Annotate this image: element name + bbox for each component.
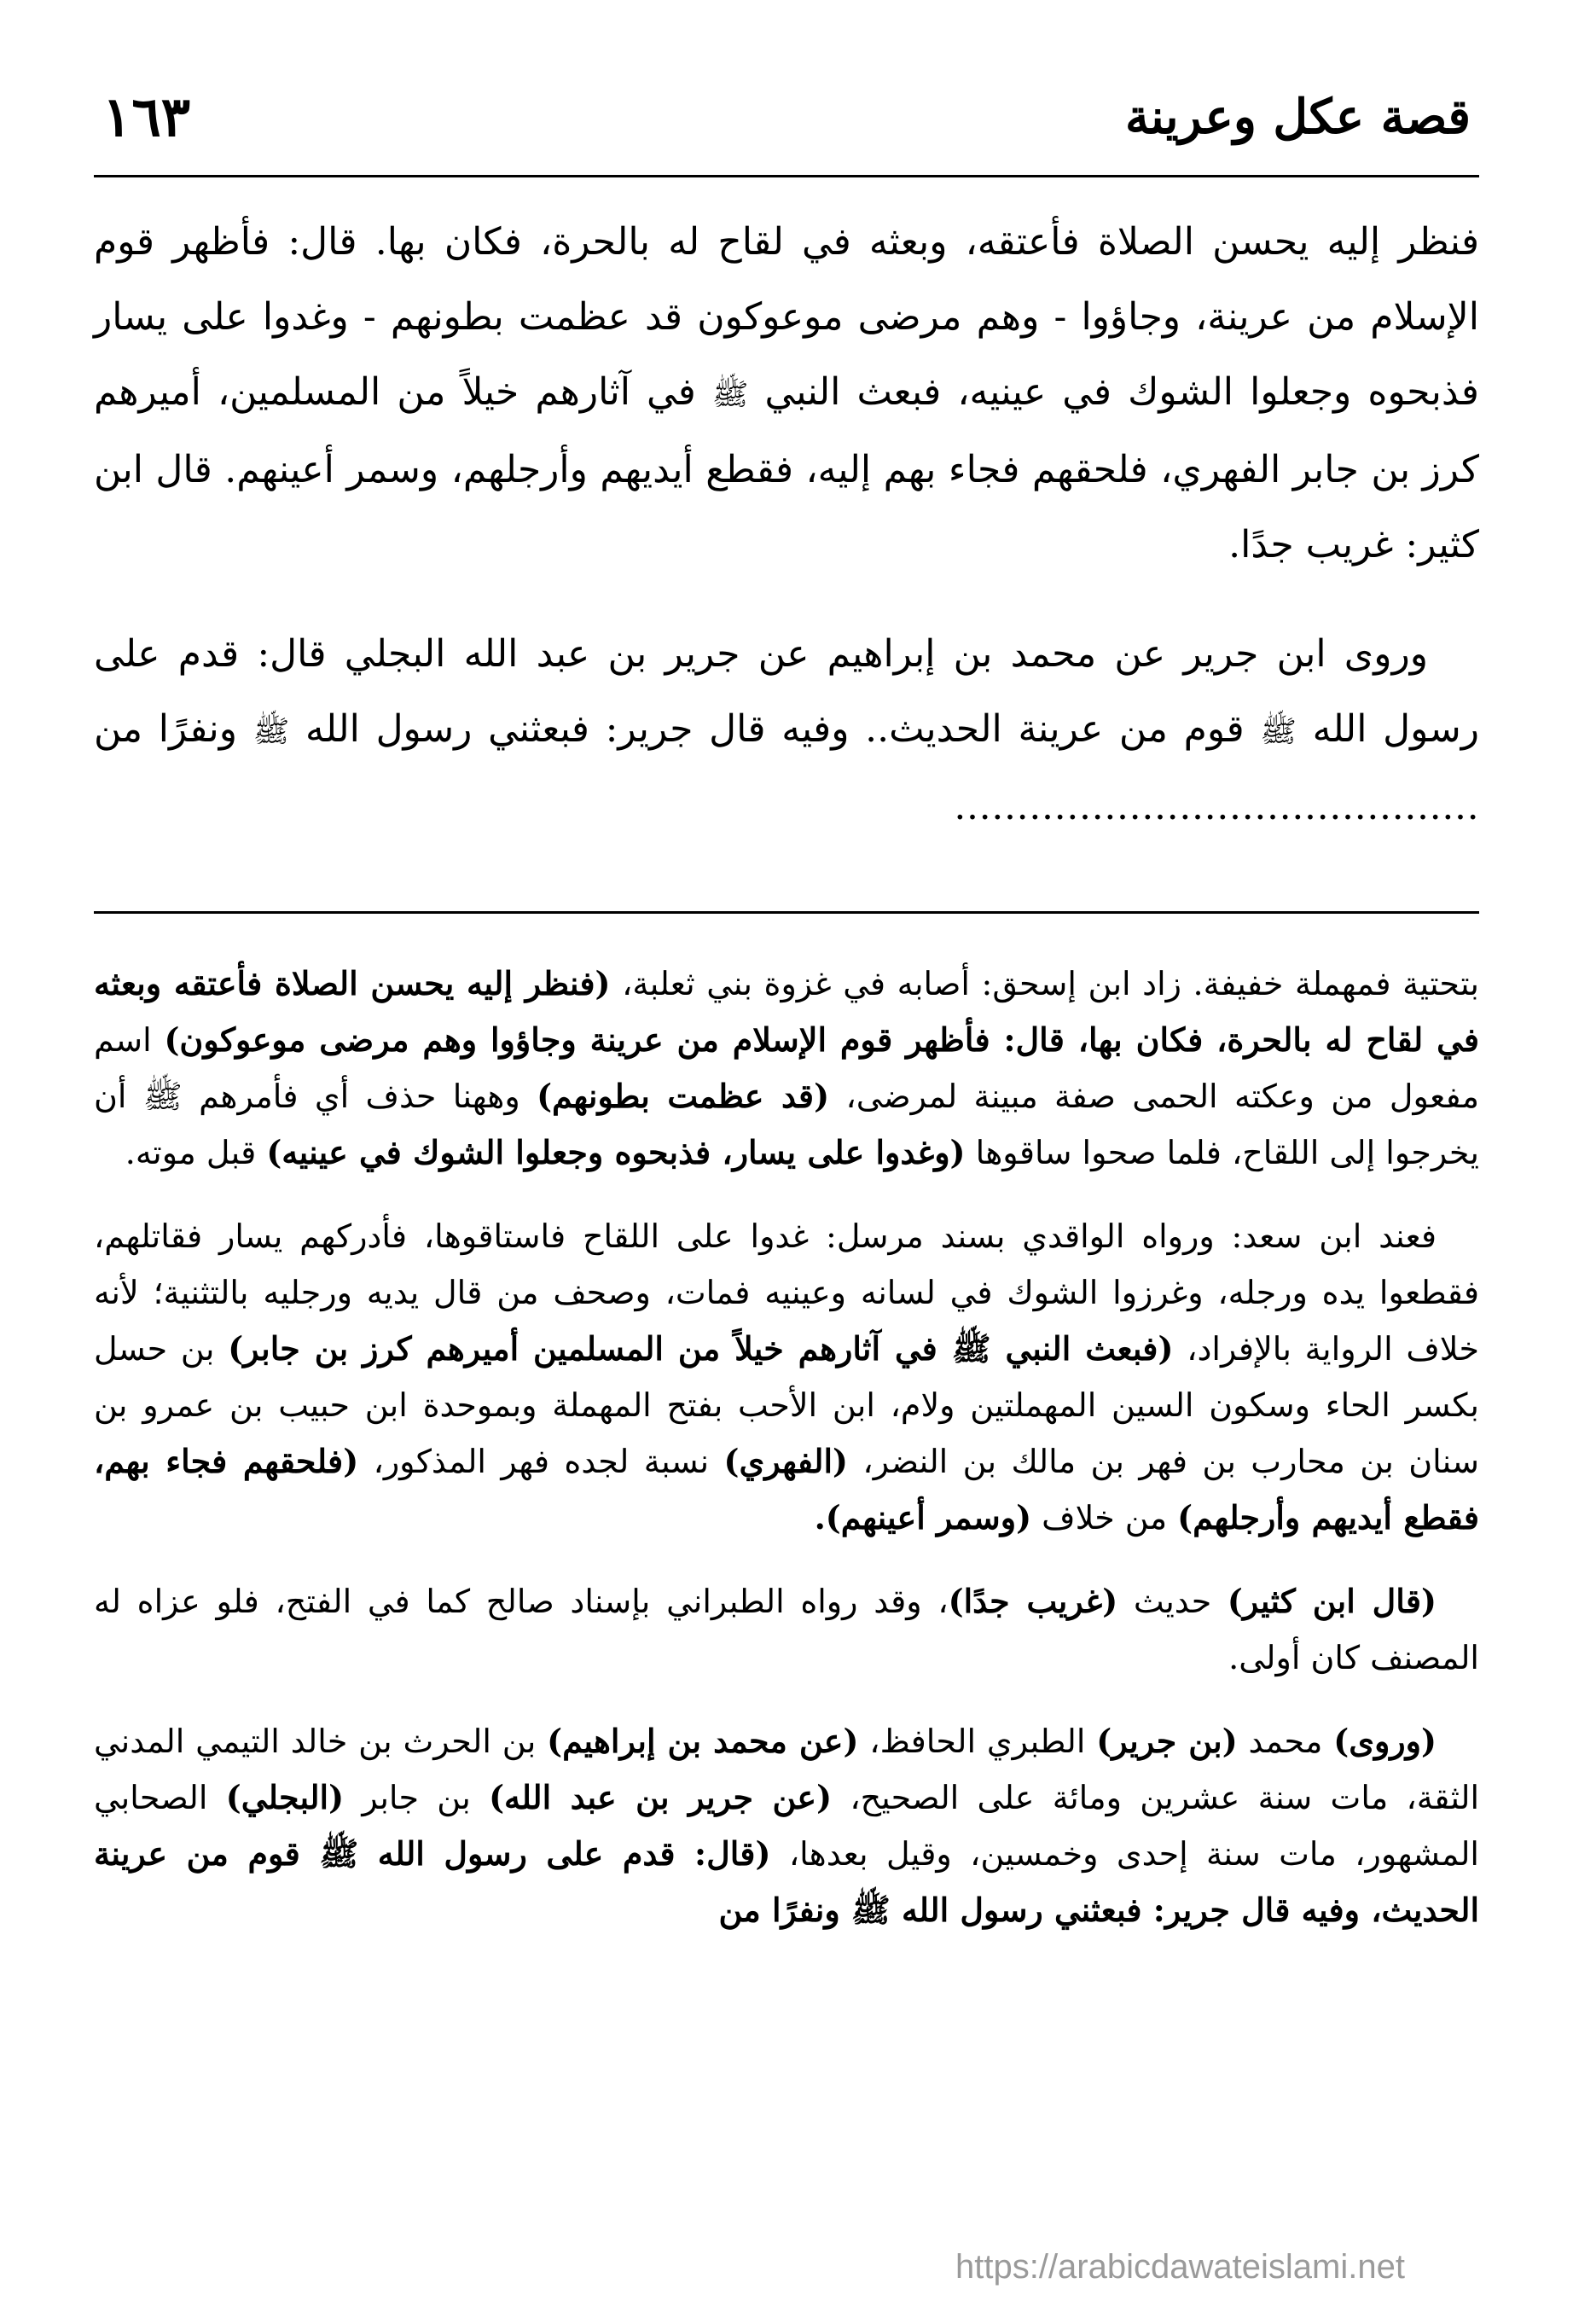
commentary-divider [94,911,1479,914]
main-text-span: في آثارهم خيلاً من المسلمين، أميرهم كرز بن جابر الفهري، فلحقهم فجاء بهم إليه، فقطع أيديهم وأرجلهم، وسمر أعينهم. قال ابن كثير: غريب جدًا. [94,370,1479,566]
quoted-text: (غريب جدًا) [948,1582,1118,1620]
quoted-text: (فنظر إليه يحسن الصلاة فأعتقه وبعثه في لقاح له بالحرة، فكان بها، قال: فأظهر قوم الإسلام من عرينة وجاؤوا وهم مرضى موعوكون) [94,964,1479,1059]
quoted-text: (البجلي) [225,1778,345,1816]
main-text [94,205,1479,845]
commentary-span: بتحتية فمهملة خفيفة. زاد ابن إسحق: أصابه في غزوة بني ثعلبة، [610,965,1479,1002]
continuation-dots: …………………………………… [954,785,1479,828]
salutation-glyph: ﷺ [711,377,749,412]
commentary-span: حديث [1117,1583,1228,1620]
running-title: قصة عكل وعرينة [1125,89,1471,145]
main-text-span: فنظر إليه يحسن الصلاة فأعتقه، وبعثه في لقاح له بالحرة، فكان بها. قال: فأظهر قوم الإسلام من عرينة، وجاؤوا - وهم مرضى موعوكون قد عظمت بطونهم - وغدوا على يسار فذبحوه وجعلوا الشوك في عينيه، فبعث النبي [94,220,1479,414]
commentary-span: نسبة لجده فهر المذكور، [358,1443,724,1480]
main-paragraph-1 [94,205,1479,583]
main-paragraph-2 [94,617,1479,845]
quoted-text: (الفهري) [723,1442,849,1480]
commentary-span: بن جابر [344,1779,490,1816]
commentary-span: فعند ابن سعد: ورواه الواقدي بسند مرسل: غدوا على اللقاح فاستاقوها، فأدركهم يسار فقاتلهم، فقطعوا يده ورجله، وغرزوا الشوك في لسانه وعينيه فمات، وصحف من قال يديه ورجليه بالتثنية؛ لأنه خلاف الرواية بالإفراد، [94,1217,1479,1368]
quoted-text: (وغدوا على يسار، فذبحوه وجعلوا الشوك في عينيه) [266,1133,966,1171]
commentary-span: بن حسل بكسر الحاء وسكون السين المهملتين ولام، ابن الأحب بفتح المهملة وبموحدة ابن حبيب بن عمرو بن سنان بن محارب بن فهر بن مالك بن النضر، [94,1330,1479,1480]
page-header [94,85,1479,162]
quoted-text: (وسمر أعينهم). [814,1498,1032,1537]
quoted-text: (قال ابن كثير) [1227,1582,1437,1620]
quoted-text: (بن جرير) [1096,1722,1238,1760]
salutation-glyph: ﷺ [1260,714,1297,749]
quoted-text: (فبعث النبي ﷺ في آثارهم خيلاً من المسلمين أميرهم كرز بن جابر) [228,1329,1174,1368]
commentary-span: وههنا حذف أي فأمرهم ﷺ أن يخرجوا إلى اللقاح، فلما صحوا ساقوها [94,1078,1479,1171]
quoted-text: (فلحقهم فجاء بهم، فقطع أيديهم وأرجلهم) [94,1442,1479,1537]
commentary-span: اسم مفعول من وعكته الحمى صفة مبينة لمرضى، [94,1021,1479,1115]
commentary-paragraph-3 [94,1573,1479,1686]
quoted-text: (وروى) [1333,1722,1437,1760]
main-text-span: ونفرًا من [94,707,238,751]
page-number: ١٦٣ [102,85,191,149]
commentary-span: من خلاف [1031,1499,1178,1537]
watermark-url: https://arabicdawateislami.net [955,2248,1405,2286]
salutation-glyph: ﷺ [252,714,290,749]
quoted-text: (عن جرير بن عبد الله) [489,1778,833,1816]
commentary-span: محمد [1237,1723,1334,1760]
commentary-paragraph-1 [94,956,1479,1181]
quoted-text: (قد عظمت بطونهم) [537,1077,830,1115]
commentary-span: بن الحرث بن خالد التيمي المدني الثقة، مات سنة عشرين ومائة على الصحيح، [94,1723,1480,1816]
commentary-span: قبل موته. [125,1134,267,1171]
main-text-span: قوم من عرينة الحديث.. وفيه قال جرير: فبعثني رسول الله [305,707,1245,751]
quoted-text: (عن محمد بن إبراهيم) [547,1722,859,1760]
commentary-paragraph-2 [94,1208,1479,1546]
commentary-span: الطبري الحافظ، [858,1723,1097,1760]
main-text-span: وروى ابن جرير عن محمد بن إبراهيم عن جرير بن عبد الله البجلي قال: قدم على رسول الله [94,632,1479,751]
commentary-section [94,956,1479,1938]
commentary-span: ، وقد رواه الطبراني بإسناد صالح كما في الفتح، فلو عزاه له المصنف كان أولى. [94,1583,1479,1676]
header-rule [94,175,1479,177]
commentary-paragraph-4 [94,1713,1479,1938]
commentary-span: الصحابي المشهور، مات سنة إحدى وخمسين، وقيل بعدها، [94,1779,1479,1873]
quoted-text: (قال: قدم على رسول الله ﷺ قوم من عرينة الحديث، وفيه قال جرير: فبعثني رسول الله ﷺ ونفرًا من [94,1834,1479,1929]
